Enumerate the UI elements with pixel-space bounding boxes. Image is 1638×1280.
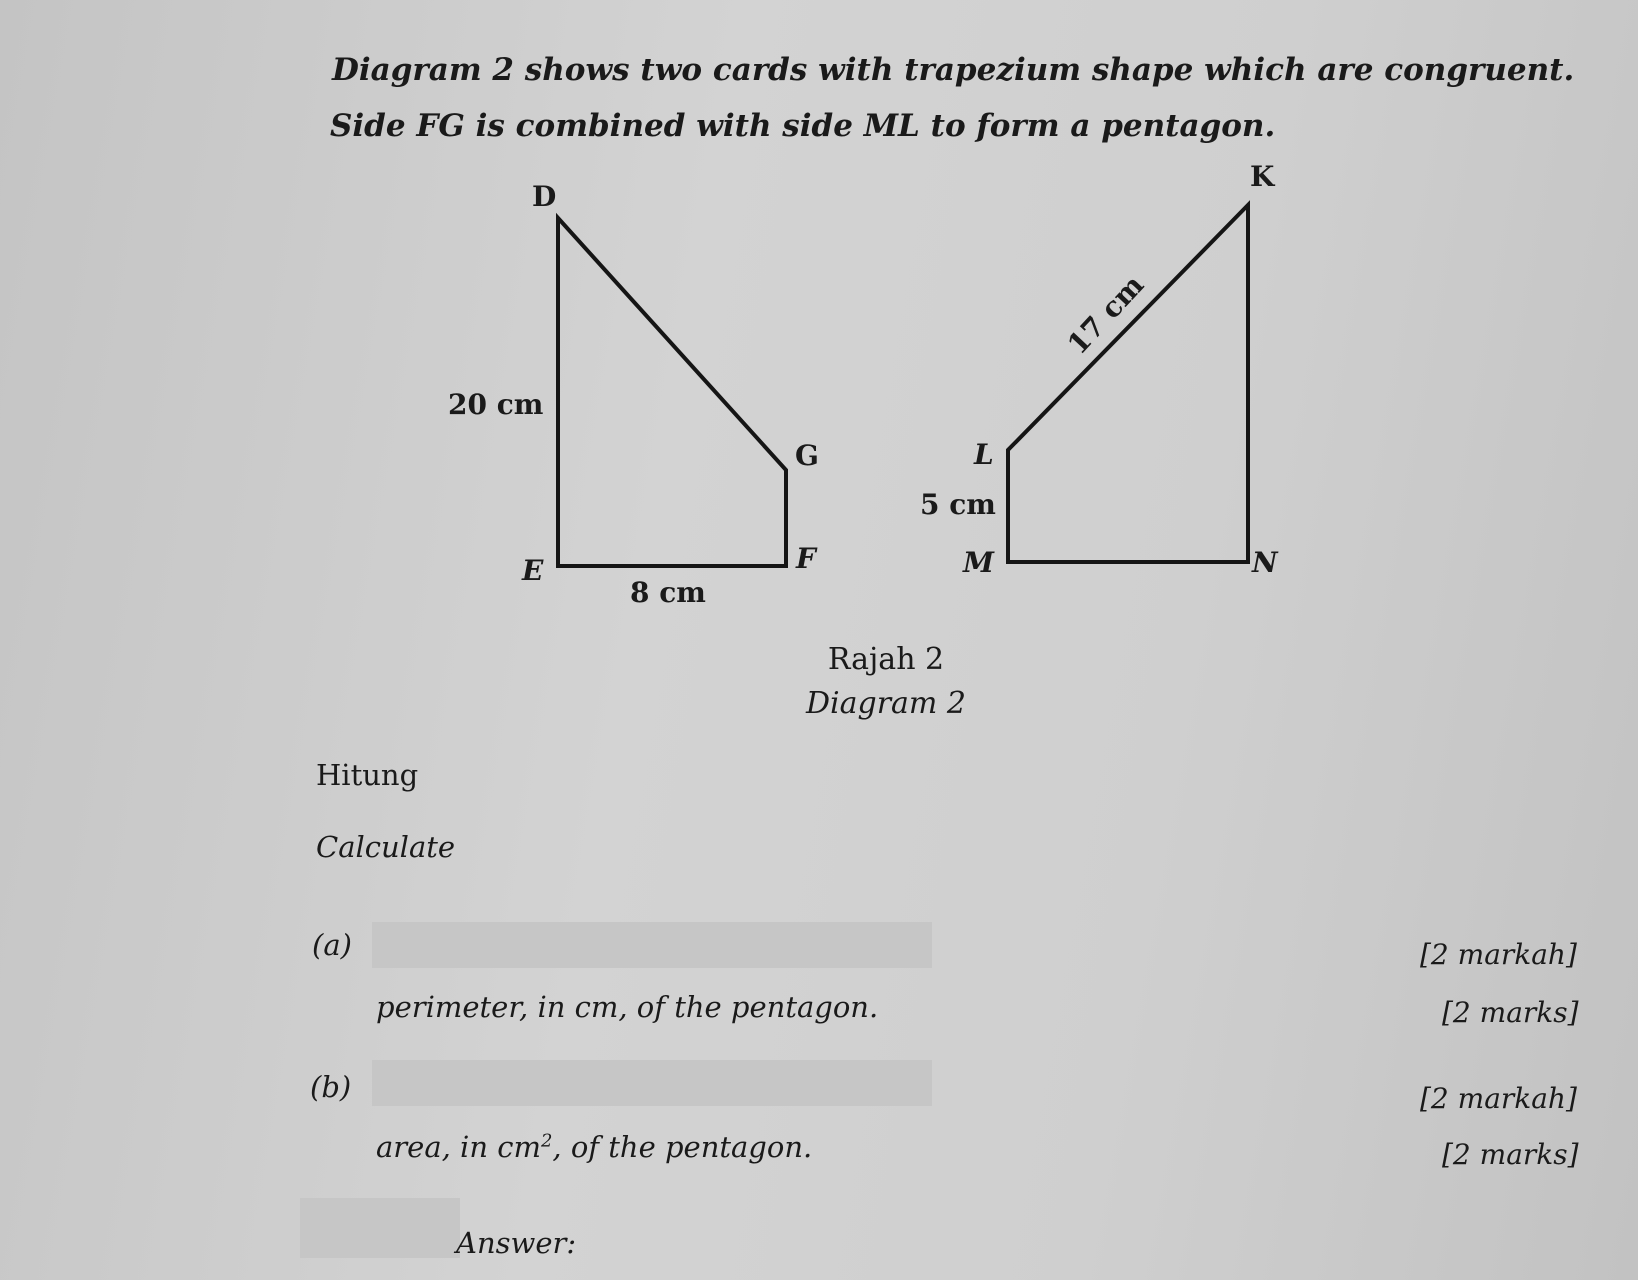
question-a-marks-english: [2 marks] xyxy=(1442,996,1579,1029)
label-lm-length: 5 cm xyxy=(920,488,996,521)
point-label-k: K xyxy=(1250,160,1275,193)
instruction-malay: Hitung xyxy=(316,758,419,792)
trapezium-klmn xyxy=(1008,205,1248,562)
point-label-f: F xyxy=(796,542,816,575)
point-label-l: L xyxy=(974,438,994,471)
trapezium-defg xyxy=(558,218,786,566)
point-label-d: D xyxy=(532,180,557,213)
question-a-label: (a) xyxy=(312,928,352,962)
caption-malay: Rajah 2 xyxy=(827,642,945,677)
point-label-e: E xyxy=(522,554,544,587)
question-b-marks-malay: [2 markah] xyxy=(1420,1082,1577,1115)
question-b-text xyxy=(376,1130,812,1164)
instruction-english: Calculate xyxy=(316,830,456,864)
point-label-n: N xyxy=(1252,546,1278,579)
point-label-m: M xyxy=(963,546,994,579)
question-b-label: (b) xyxy=(310,1070,352,1104)
redacted-strip-a xyxy=(372,922,932,968)
question-b-marks-english: [2 marks] xyxy=(1442,1138,1579,1171)
redacted-strip-c xyxy=(300,1198,460,1258)
redacted-strip-b xyxy=(372,1060,932,1106)
intro-line-2: Side FG is combined with side ML to form a pentagon. xyxy=(330,108,1276,144)
question-a-marks-malay: [2 markah] xyxy=(1420,938,1577,971)
intro-line-1: Diagram 2 shows two cards with trapezium shape which are congruent. xyxy=(332,52,1575,88)
question-b-text-pre: area, in cm xyxy=(376,1130,541,1164)
question-b-text-sup: 2 xyxy=(540,1130,553,1152)
answer-label: Answer: xyxy=(456,1226,577,1260)
point-label-g: G xyxy=(795,439,819,472)
question-a-text: perimeter, in cm, of the pentagon. xyxy=(376,990,879,1024)
caption-english: Diagram 2 xyxy=(805,686,967,721)
label-ef-length: 8 cm xyxy=(630,576,706,609)
label-kl-length: 17 cm xyxy=(1060,268,1151,361)
question-b-text-post: , of the pentagon. xyxy=(552,1130,813,1164)
label-de-length: 20 cm xyxy=(448,388,544,421)
